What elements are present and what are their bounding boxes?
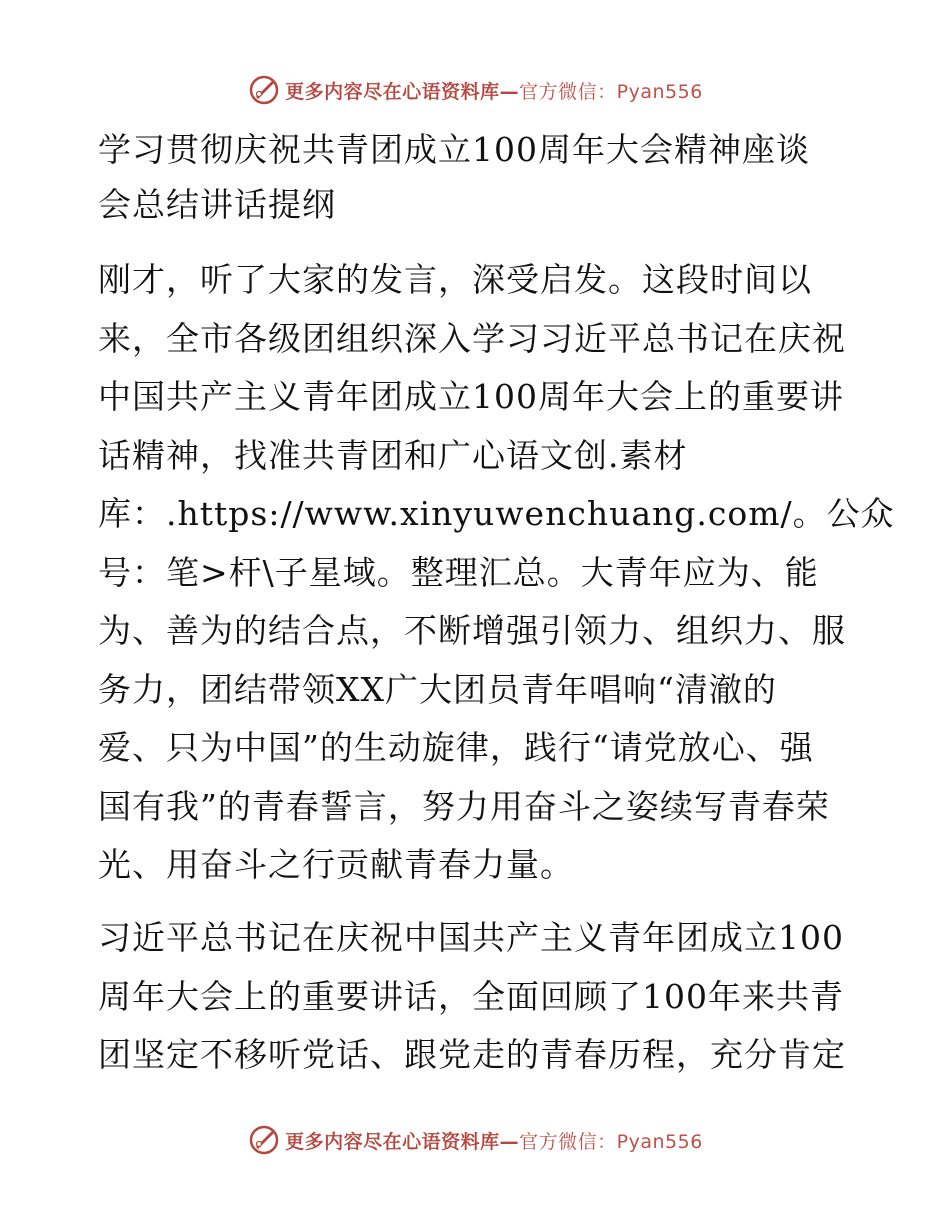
watermark-separator: —: [499, 80, 520, 103]
title-line: 会总结讲话提纲: [98, 185, 336, 224]
paragraph-line: 国有我”的青春誓言，努力用奋斗之姿续写青春荣: [98, 786, 830, 826]
footer-watermark: [0, 1120, 950, 1160]
paragraph-line: 话精神，找准共青团和广心语文创.素材: [98, 435, 688, 475]
paragraph-line: 务力，团结带领XX广大团员青年唱响“清澈的: [98, 669, 777, 709]
paragraph-line: 刚才，听了大家的发言，深受启发。这段时间以: [98, 260, 812, 299]
paragraph-line: 号：笔>杆\子星域。整理汇总。大青年应为、能: [98, 552, 819, 592]
paragraph-line: 来，全市各级团组织深入学习习近平总书记在庆祝: [98, 318, 846, 358]
paragraph-line: 团坚定不移听党话、跟党走的青春历程，充分肯定: [98, 1035, 846, 1074]
paragraph-line: 为、善为的结合点，不断增强引领力、组织力、服: [98, 611, 846, 650]
paragraph-line: 习近平总书记在庆祝中国共产主义青年团成立100: [98, 918, 844, 957]
paragraph-line: 光、用奋斗之行贡献青春力量。: [98, 845, 574, 884]
title-line: 学习贯彻庆祝共青团成立100周年大会精神座谈: [98, 130, 810, 169]
paragraph-line: 库：.https://www.xinyuwenchuang.com/。公众: [98, 494, 895, 533]
body-paragraph-2: [98, 909, 858, 1085]
header-watermark: [0, 70, 950, 110]
paragraph-line: 中国共产主义青年团成立100周年大会上的重要讲: [98, 377, 844, 416]
paragraph-line: 周年大会上的重要讲话，全面回顾了100年来共青: [98, 976, 844, 1016]
brand-logo-icon: [247, 1123, 281, 1157]
brand-logo-icon: [247, 73, 281, 107]
watermark-wechat: 官方微信：Pyan556: [519, 1130, 703, 1153]
watermark-wechat: 官方微信：Pyan556: [519, 80, 703, 103]
watermark-text: [285, 1127, 703, 1154]
watermark-library-name: 更多内容尽在心语资料库: [285, 80, 500, 103]
body-paragraph-1: [98, 251, 895, 895]
watermark-text: [285, 77, 703, 104]
document-title: [98, 122, 858, 232]
paragraph-line: 爱、只为中国”的生动旋律，践行“请党放心、强: [98, 728, 814, 767]
watermark-library-name: 更多内容尽在心语资料库: [285, 1130, 500, 1153]
watermark-separator: —: [499, 1130, 520, 1153]
